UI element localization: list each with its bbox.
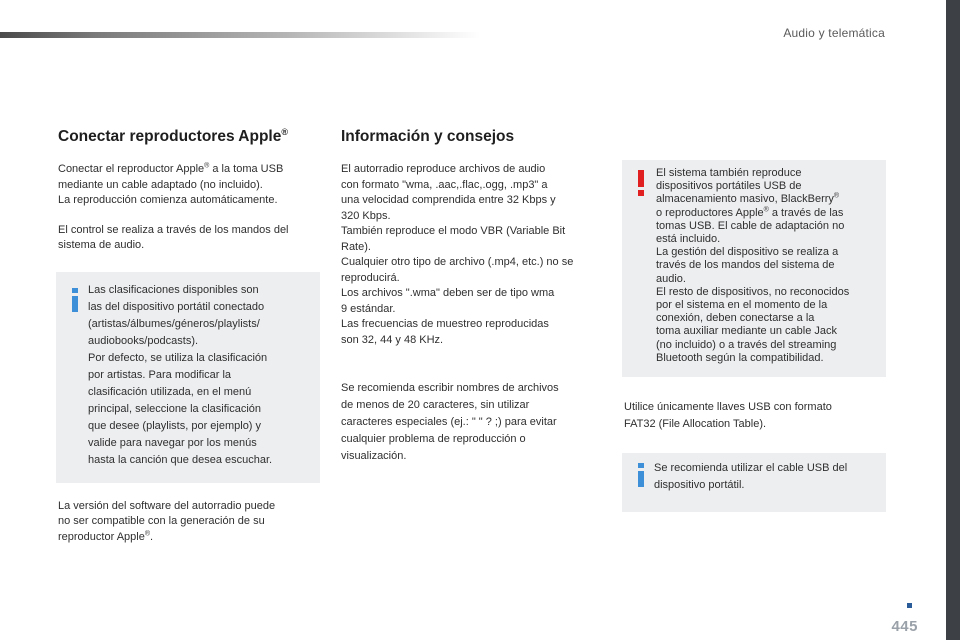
info-box-usb-cable: [622, 453, 886, 512]
page-marker: [907, 603, 912, 608]
warning-icon: [635, 170, 647, 196]
warning-text: El sistema también reproduce dispositivos portátiles USB de almacenamiento masivo, BlackBerry® o reproductores Apple® a través de las tomas USB. El cable de adaptación no está incluido. La gestión del dispositivo se realiza a través de los mandos del sistema de audio. El resto de dispositivos, no reconocidos por el sistema en el momento de la conexión, deben conectarse a la toma auxiliar mediante un cable Jack (no incluido) o a través del streaming Bluetooth según la compatibilidad.: [656, 167, 850, 364]
section-header: Audio y telemática: [783, 26, 885, 40]
warning-box-usb-devices: [622, 160, 886, 377]
column-usb: [624, 160, 886, 528]
info-icon: [635, 463, 647, 487]
column-info: [341, 128, 606, 479]
info-text: Las clasificaciones disponibles son las del dispositivo portátil conectado (artistas/álbumes/géneros/playlists/ audiobooks/podcasts). Por defecto, se utiliza la clasificación por artistas. Para modificar la clasificación utilizada, en el menú principal, seleccione la clasificación que desee (playlists, por ejemplo) y valide para navegar por los menús hasta la canción que desea escuchar.: [88, 283, 273, 466]
paragraph-control: El control se realiza a través de los mandos del sistema de audio.: [58, 223, 289, 251]
page-number: 445: [891, 618, 918, 635]
top-decorative-bar: [0, 32, 480, 38]
info-box-classifications: [56, 272, 320, 483]
paragraph-software-version: La versión del software del autorradio puede no ser compatible con la generación de su reproductor Apple®.: [58, 499, 276, 543]
paragraph-formats: El autorradio reproduce archivos de audio con formato "wma, .aac,.flac,.ogg, .mp3" a una velocidad comprendida entre 32 Kbps y 320 Kbps. También reproduce el modo VBR (Variable Bit Rate). Cualquier otro tipo de archivo (.mp4, etc.) no se reproducirá. Los archivos ".wma" deben ser de tipo wma 9 estándar. Las frecuencias de muestreo reproducidas son 32, 44 y 48 KHz.: [341, 163, 574, 346]
paragraph-filenames: Se recomienda escribir nombres de archivos de menos de 20 caracteres, sin utilizar caracteres especiales (ej.: " " ? ;) para evitar cualquier problema de reproducción o visualización.: [341, 382, 559, 462]
paragraph-connect: Conectar el reproductor Apple® a la toma USB mediante un cable adaptado (no incluido). La reproducción comienza automáticamente.: [58, 162, 284, 206]
column-apple: [58, 128, 320, 559]
heading-info-tips: Información y consejos: [341, 128, 515, 145]
paragraph-fat32: Utilice únicamente llaves USB con formato FAT32 (File Allocation Table).: [624, 401, 832, 431]
info-cable-text: Se recomienda utilizar el cable USB del dispositivo portátil.: [654, 462, 848, 492]
right-edge-bar: [946, 0, 960, 640]
info-icon: [69, 288, 81, 312]
heading-connect-apple: Conectar reproductores Apple®: [58, 126, 288, 145]
